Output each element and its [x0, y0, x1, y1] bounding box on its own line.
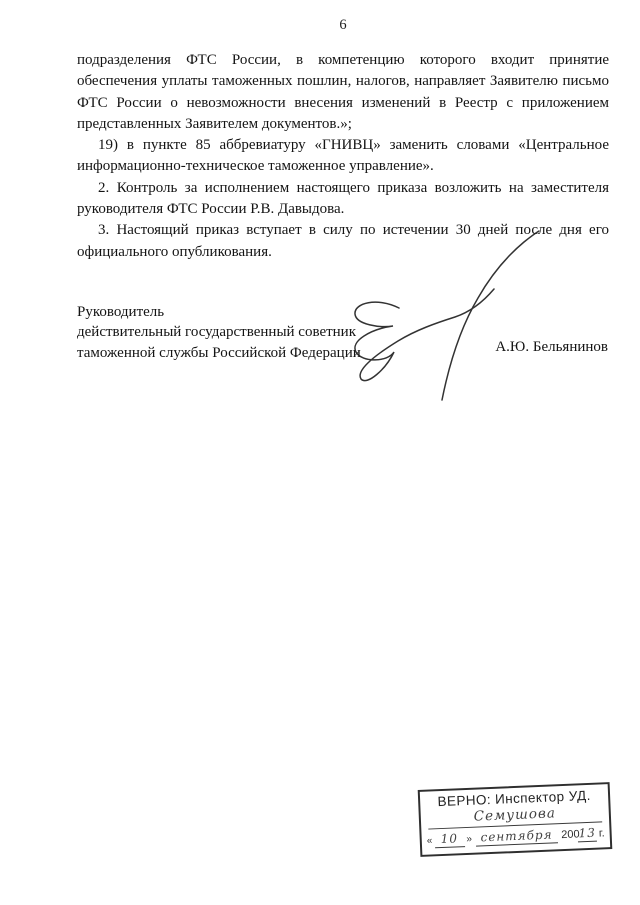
body-line: 3. Настоящий приказ вступает в силу по истечении 30 дней после дня его — [98, 222, 609, 239]
body-line: представленных Заявителем документов.»; — [77, 115, 352, 132]
body-line: подразделения ФТС России, в компетенцию которого входит принятие — [77, 52, 609, 68]
stamp-title: ВЕРНО: Инспектор УД. — [437, 787, 591, 810]
signature-title-block — [77, 302, 361, 363]
stamp-year-printed: 200 — [561, 828, 580, 842]
body-line: 2. Контроль за исполнением настоящего приказа возложить на заместителя — [98, 179, 609, 196]
signature-title-line: Руководитель — [77, 304, 165, 320]
stamp-year-handwritten: 13 — [577, 826, 597, 843]
stamp-open-quote: « — [426, 835, 433, 847]
body-line: 19) в пункте 85 аббревиатуру «ГНИВЦ» заменить словами «Центральное — [98, 137, 609, 154]
stamp-handwritten-name: Семушова — [473, 805, 557, 825]
stamp-close-quote: » — [466, 833, 473, 846]
signature-title-line: действительный государственный советник — [77, 324, 357, 341]
body-line: обеспечения уплаты таможенных пошлин, налогов, направляет Заявителю письмо — [77, 73, 609, 90]
signature-title-line: таможенной службы Российской Федерации — [77, 344, 361, 361]
stamp-year-suffix: г. — [598, 827, 605, 840]
body-line: ФТС России о невозможности внесения изменений в Реестр с приложением — [77, 94, 609, 111]
stamp-day: 10 — [434, 831, 465, 848]
body-line: официального опубликования. — [77, 243, 272, 260]
signatory-name: А.Ю. Бельянинов — [495, 339, 608, 355]
page-number: 6 — [339, 17, 347, 33]
body-line: информационно-техническое таможенное управление». — [77, 158, 434, 175]
stamp-month: сентября — [476, 827, 558, 846]
stamp-date-line — [426, 825, 605, 848]
certification-stamp — [418, 782, 613, 857]
handwritten-signature-icon — [330, 215, 570, 415]
body-line: руководителя ФТС России Р.В. Давыдова. — [77, 201, 345, 218]
